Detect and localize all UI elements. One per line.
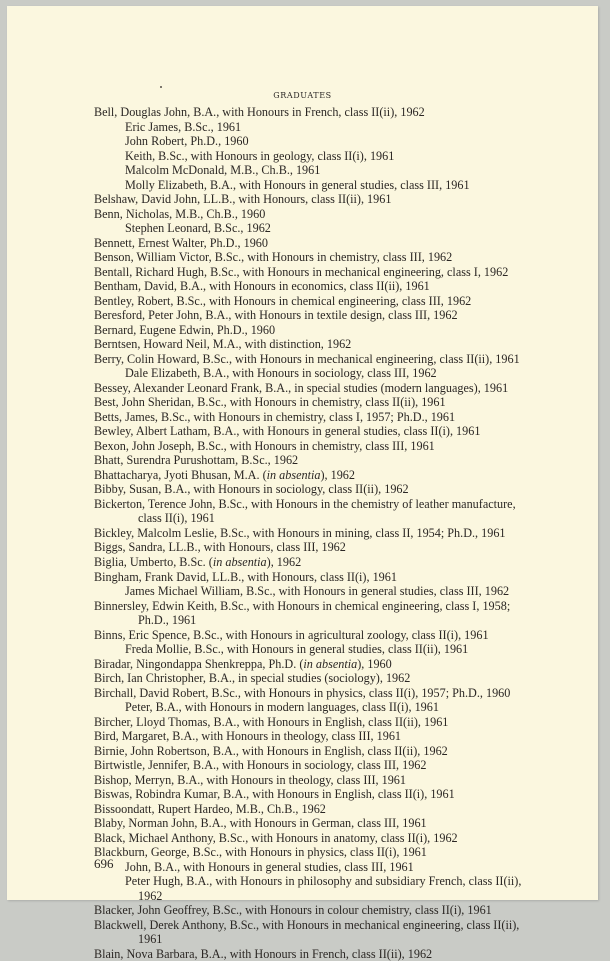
entry-line-inner [94, 628, 489, 643]
entry-text: Benn, Nicholas, M.B., Ch.B., 1960 [94, 206, 266, 221]
entry-text: Belshaw, David John, LL.B., with Honours, class II(ii), 1961 [94, 192, 392, 207]
entry-text: Blackburn, George, B.Sc., with Honours in physics, class II(i), 1961 [94, 845, 427, 860]
entry-line-inner [94, 715, 448, 730]
entry-subline [94, 700, 580, 715]
entry-text: Bissoondatt, Rupert Hardeo, M.B., Ch.B., 1962 [94, 801, 326, 816]
entry-line [94, 482, 580, 497]
entry-text: Bhatt, Surendra Purushottam, B.Sc., 1962 [94, 453, 299, 468]
entry-line-inner [125, 149, 394, 164]
entry-line [94, 337, 580, 352]
book-page [7, 6, 598, 961]
entry-line-inner [94, 424, 480, 439]
entry-text: Stephen Leonard, B.Sc., 1962 [125, 221, 271, 236]
entry-line-inner [125, 120, 241, 135]
entry-line-inner [125, 134, 249, 149]
entry-text: 1962 [138, 888, 163, 903]
entry-text: Biggs, Sandra, LL.B., with Honours, class III, 1962 [94, 540, 346, 555]
entry-text: Black, Michael Anthony, B.Sc., with Honours in anatomy, class II(i), 1962 [94, 830, 458, 845]
entry-line-inner [94, 439, 435, 454]
entry-line [94, 540, 580, 555]
entry-line-inner [94, 903, 492, 918]
entry-text: Bickley, Malcolm Leslie, B.Sc., with Honours in mining, class II, 1954; Ph.D., 1961 [94, 525, 506, 540]
entry-text: Ph.D., 1961 [138, 613, 197, 628]
entry-line [94, 599, 580, 614]
entry-line-inner [94, 947, 432, 961]
entry-line-inner [94, 279, 430, 294]
entry-text-after: ), 1962 [320, 467, 355, 482]
entry-text: class II(i), 1961 [138, 511, 215, 526]
entry-line-inner [94, 323, 275, 338]
entry-line [94, 381, 580, 396]
entry-subline [94, 149, 580, 164]
entry-line [94, 279, 580, 294]
entry-line [94, 744, 580, 759]
entry-text: Bexon, John Joseph, B.Sc., with Honours in chemistry, class III, 1961 [94, 438, 435, 453]
entry-continuation [94, 932, 580, 947]
entry-text: Bhattacharya, Jyoti Bhusan, M.A. [94, 467, 263, 482]
entry-text: Bentham, David, B.A., with Honours in economics, class II(ii), 1961 [94, 279, 430, 294]
entry-line-inner [94, 686, 510, 701]
entry-subline [94, 584, 580, 599]
entry-text: Biradar, Ningondappa Shenkreppa, Ph.D. [94, 656, 300, 671]
entry-line [94, 671, 580, 686]
entry-text: Blain, Nova Barbara, B.A., with Honours in French, class II(ii), 1962 [94, 946, 433, 961]
entry-line-inner [94, 787, 455, 802]
entry-text: Eric James, B.Sc., 1961 [125, 119, 242, 134]
entry-text: Berntsen, Howard Neil, M.A., with distinction, 1962 [94, 337, 352, 352]
entry-line [94, 236, 580, 251]
entry-line-inner [94, 105, 425, 120]
entry-text: Binnersley, Edwin Keith, B.Sc., with Honours in chemical engineering, class I, 1958; [94, 598, 511, 613]
entry-line [94, 395, 580, 410]
entry-line [94, 816, 580, 831]
entry-line-inner [94, 526, 506, 541]
page-number: 696 [94, 856, 114, 871]
entry-line-inner [94, 802, 326, 817]
entry-text: Birchall, David Robert, B.Sc., with Honours in physics, class II(i), 1957; Ph.D., 1960 [94, 685, 511, 700]
entry-italic: in absentia [266, 467, 321, 482]
entry-line [94, 352, 580, 367]
entry-text: Bentall, Richard Hugh, B.Sc., with Honours in mechanical engineering, class I, 1962 [94, 264, 509, 279]
entry-text: Peter, B.A., with Honours in modern languages, class II(i), 1961 [125, 700, 439, 715]
entry-text: Freda Mollie, B.Sc., with Honours in general studies, class II(ii), 1961 [125, 642, 469, 657]
entry-text: Blackwell, Derek Anthony, B.Sc., with Honours in mechanical engineering, class II(ii), [94, 917, 520, 932]
entry-line [94, 497, 580, 512]
entry-paren-open: ( [299, 656, 304, 671]
entry-line [94, 294, 580, 309]
entry-line-inner [94, 381, 508, 396]
entry-line [94, 918, 580, 933]
entry-line [94, 192, 580, 207]
entry-line [94, 802, 580, 817]
entry-text: Biswas, Robindra Kumar, B.A., with Honours in English, class II(i), 1961 [94, 787, 455, 802]
entry-text: Bingham, Frank David, LL.B., with Honours, class II(i), 1961 [94, 569, 397, 584]
entry-line-inner [94, 482, 409, 497]
entry-line [94, 468, 580, 483]
entry-line-inner [94, 816, 427, 831]
entry-line-inner [94, 758, 426, 773]
entry-text: Beresford, Peter John, B.A., with Honours in textile design, class III, 1962 [94, 308, 458, 323]
entry-line-inner [94, 540, 346, 555]
entry-line [94, 715, 580, 730]
entry-line-inner [94, 236, 268, 251]
entry-line [94, 845, 580, 860]
entry-line-inner [125, 584, 509, 599]
entry-text: Malcolm McDonald, M.B., Ch.B., 1961 [125, 163, 321, 178]
entry-paren-open: ( [262, 467, 267, 482]
entry-text: Bessey, Alexander Leonard Frank, B.A., in special studies (modern languages), 1961 [94, 380, 509, 395]
entry-line [94, 410, 580, 425]
entry-text: Bentley, Robert, B.Sc., with Honours in chemical engineering, class III, 1962 [94, 293, 472, 308]
entry-line-inner [94, 410, 455, 425]
entry-line-inner [94, 250, 452, 265]
entry-text: Binns, Eric Spence, B.Sc., with Honours in agricultural zoology, class II(i), 1961 [94, 627, 489, 642]
entry-line [94, 555, 580, 570]
entry-line-inner [94, 265, 508, 280]
entry-line [94, 773, 580, 788]
entry-text: Bishop, Merryn, B.A., with Honours in theology, class III, 1961 [94, 772, 406, 787]
entry-subline [94, 642, 580, 657]
entry-line-inner [125, 221, 271, 236]
entry-italic: in absentia [212, 554, 267, 569]
entry-text: Birch, Ian Christopher, B.A., in special studies (sociology), 1962 [94, 671, 411, 686]
entry-line [94, 250, 580, 265]
entry-line-inner [94, 453, 298, 468]
entry-text: Keith, B.Sc., with Honours in geology, class II(i), 1961 [125, 148, 395, 163]
entry-line-inner [125, 874, 521, 889]
entry-line [94, 758, 580, 773]
entry-text: Peter Hugh, B.A., with Honours in philosophy and subsidiary French, class II(ii), [125, 874, 522, 889]
entry-subline [94, 163, 580, 178]
entry-line [94, 453, 580, 468]
entry-line-inner [94, 918, 519, 933]
entry-text: Biglia, Umberto, B.Sc. [94, 554, 209, 569]
entry-line-inner [125, 366, 437, 381]
entry-line-inner [125, 178, 470, 193]
entry-line-inner [94, 744, 448, 759]
entry-subline [94, 874, 580, 889]
entry-line-inner [94, 671, 410, 686]
entry-line-inner [94, 555, 301, 570]
entry-continuation [94, 889, 580, 904]
entry-line [94, 903, 580, 918]
entry-line-inner [94, 294, 471, 309]
entry-line-inner [94, 657, 392, 672]
running-head: GRADUATES [273, 91, 332, 100]
entry-line-inner [94, 468, 355, 483]
entry-line [94, 729, 580, 744]
graduates-list [94, 105, 580, 961]
entry-line [94, 570, 580, 585]
entry-line-inner [94, 729, 401, 744]
entry-subline [94, 178, 580, 193]
entry-line-inner [94, 773, 406, 788]
entry-line [94, 831, 580, 846]
ink-speck [160, 86, 162, 88]
entry-text: John Robert, Ph.D., 1960 [125, 134, 249, 149]
entry-line-inner [94, 599, 510, 614]
entry-line-inner [94, 831, 458, 846]
entry-line [94, 657, 580, 672]
entry-line-inner [125, 163, 320, 178]
entry-text: James Michael William, B.Sc., with Honours in general studies, class III, 1962 [125, 584, 510, 599]
entry-text: Dale Elizabeth, B.A., with Honours in sociology, class III, 1962 [125, 366, 437, 381]
entry-line [94, 787, 580, 802]
entry-line [94, 105, 580, 120]
entry-text: Benson, William Victor, B.Sc., with Honours in chemistry, class III, 1962 [94, 250, 453, 265]
entry-line-inner [138, 613, 196, 628]
entry-line-inner [94, 352, 520, 367]
entry-text: Bewley, Albert Latham, B.A., with Honours in general studies, class II(i), 1961 [94, 424, 481, 439]
entry-line [94, 323, 580, 338]
entry-text: Bennett, Ernest Walter, Ph.D., 1960 [94, 235, 268, 250]
entry-text: Blaby, Norman John, B.A., with Honours in German, class III, 1961 [94, 816, 427, 831]
entry-line [94, 439, 580, 454]
entry-line-inner [138, 932, 162, 947]
entry-line-inner [138, 889, 162, 904]
entry-line-inner [94, 337, 351, 352]
entry-text: Birtwistle, Jennifer, B.A., with Honours in sociology, class III, 1962 [94, 758, 427, 773]
entry-line [94, 686, 580, 701]
entry-line-inner [94, 192, 391, 207]
entry-text: 1961 [138, 932, 163, 947]
entry-line-inner [125, 700, 439, 715]
entry-line-inner [94, 497, 516, 512]
entry-subline [94, 134, 580, 149]
entry-continuation [94, 613, 580, 628]
entry-text: Best, John Sheridan, B.Sc., with Honours in chemistry, class II(ii), 1961 [94, 395, 446, 410]
entry-text: Bircher, Lloyd Thomas, B.A., with Honours in English, class II(ii), 1961 [94, 714, 449, 729]
entry-continuation [94, 511, 580, 526]
entry-text-after: ), 1962 [266, 554, 302, 569]
entry-line [94, 424, 580, 439]
entry-text: Betts, James, B.Sc., with Honours in chemistry, class I, 1957; Ph.D., 1961 [94, 409, 456, 424]
entry-text: Bickerton, Terence John, B.Sc., with Honours in the chemistry of leather manufacture, [94, 496, 516, 511]
entry-text: Molly Elizabeth, B.A., with Honours in general studies, class III, 1961 [125, 177, 470, 192]
entry-subline [94, 860, 580, 875]
entry-text: Blacker, John Geoffrey, B.Sc., with Honours in colour chemistry, class II(i), 1961 [94, 903, 492, 918]
entry-line [94, 308, 580, 323]
entry-line-inner [125, 642, 468, 657]
entry-text: Bibby, Susan, B.A., with Honours in sociology, class II(ii), 1962 [94, 482, 409, 497]
entry-italic: in absentia [303, 656, 358, 671]
entry-subline [94, 120, 580, 135]
entry-line [94, 265, 580, 280]
entry-subline [94, 221, 580, 236]
entry-paren-open: ( [208, 554, 213, 569]
entry-line-inner [94, 395, 446, 410]
entry-line-inner [94, 207, 265, 222]
entry-line [94, 628, 580, 643]
entry-text: Berry, Colin Howard, B.Sc., with Honours in mechanical engineering, class II(ii), 1961 [94, 351, 520, 366]
entry-line [94, 947, 580, 961]
entry-text: Bird, Margaret, B.A., with Honours in theology, class III, 1961 [94, 729, 402, 744]
entry-text: Bell, Douglas John, B.A., with Honours in French, class II(ii), 1962 [94, 105, 425, 119]
entry-text: Birnie, John Robertson, B.A., with Honours in English, class II(ii), 1962 [94, 743, 448, 758]
entry-line-inner [94, 845, 427, 860]
entry-text: Bernard, Eugene Edwin, Ph.D., 1960 [94, 322, 276, 337]
entry-subline [94, 366, 580, 381]
entry-text-after: ), 1960 [357, 656, 392, 671]
entry-line-inner [138, 511, 215, 526]
entry-line-inner [125, 860, 414, 875]
entry-line [94, 207, 580, 222]
entry-line-inner [94, 570, 397, 585]
entry-line [94, 526, 580, 541]
entry-line-inner [94, 308, 458, 323]
entry-text: John, B.A., with Honours in general studies, class III, 1961 [125, 859, 414, 874]
